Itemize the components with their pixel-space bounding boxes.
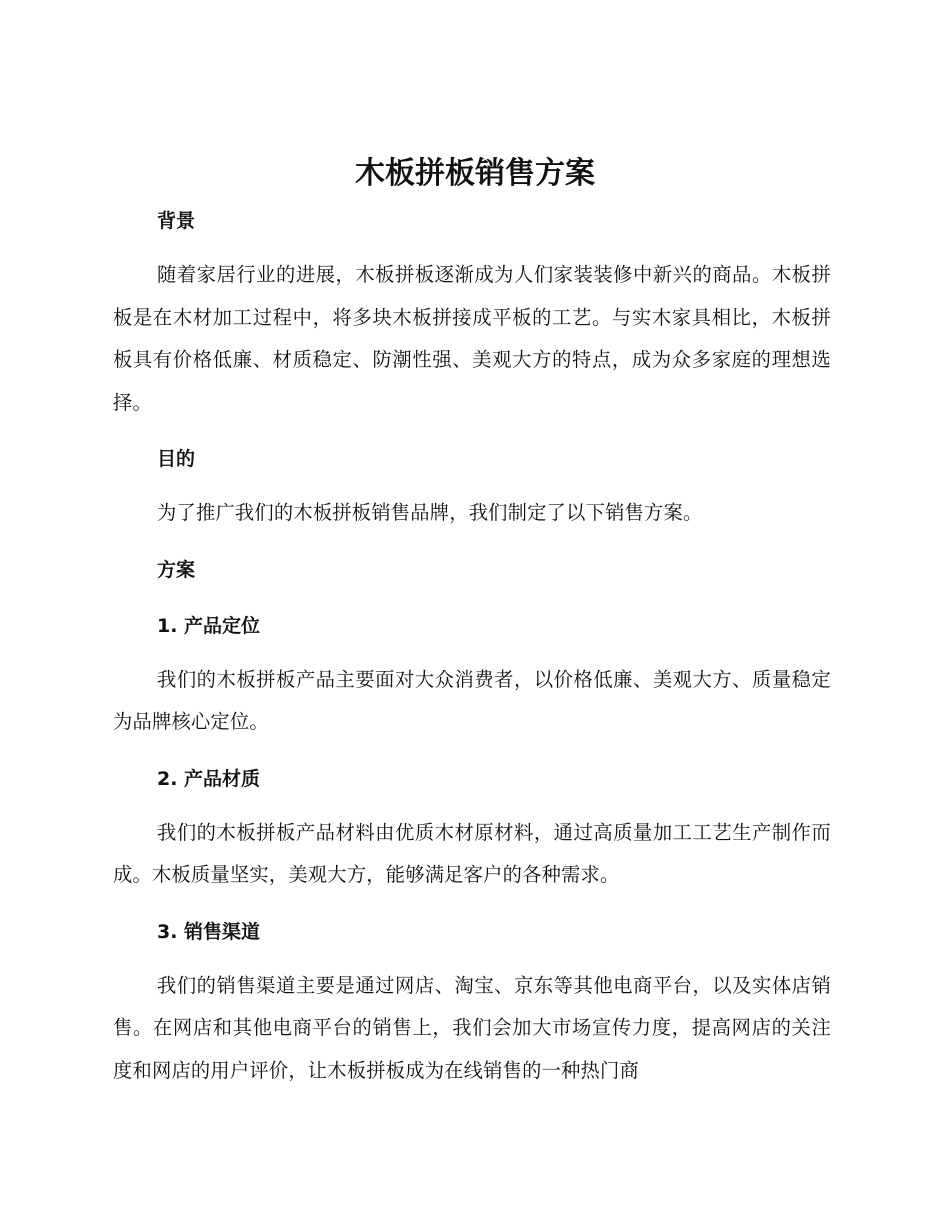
section-heading-channel: 3. 销售渠道 xyxy=(157,920,261,943)
paragraph-positioning: 我们的木板拼板产品主要面对大众消费者，以价格低廉、美观大方、质量稳定为品牌核心定位。 xyxy=(113,667,831,733)
section-heading-background: 背景 xyxy=(157,210,196,232)
section-heading-positioning: 1. 产品定位 xyxy=(157,614,261,637)
paragraph-channel: 我们的销售渠道主要是通过网店、淘宝、京东等其他电商平台，以及实体店销售。在网店和其他电商平台的销售上，我们会加大市场宣传力度，提高网店的关注度和网店的用户评价，让木板拼板成为在线销售的一种热门商 xyxy=(113,973,831,1082)
document-body xyxy=(113,200,831,1092)
section-heading-material: 2. 产品材质 xyxy=(157,767,261,790)
section-heading-purpose: 目的 xyxy=(157,448,196,470)
document-title: 木板拼板销售方案 xyxy=(355,156,595,191)
paragraph-material: 我们的木板拼板产品材料由优质木材原材料，通过高质量加工工艺生产制作而成。木板质量坚实，美观大方，能够满足客户的各种需求。 xyxy=(113,820,831,886)
paragraph-background: 随着家居行业的进展，木板拼板逐渐成为人们家装装修中新兴的商品。木板拼板是在木材加工过程中，将多块木板拼接成平板的工艺。与实木家具相比，木板拼板具有价格低廉、材质稳定、防潮性强、美观大方的特点，成为众多家庭的理想选择。 xyxy=(113,263,831,414)
section-heading-plan: 方案 xyxy=(157,558,196,581)
paragraph-purpose: 为了推广我们的木板拼板销售品牌，我们制定了以下销售方案。 xyxy=(157,501,703,524)
